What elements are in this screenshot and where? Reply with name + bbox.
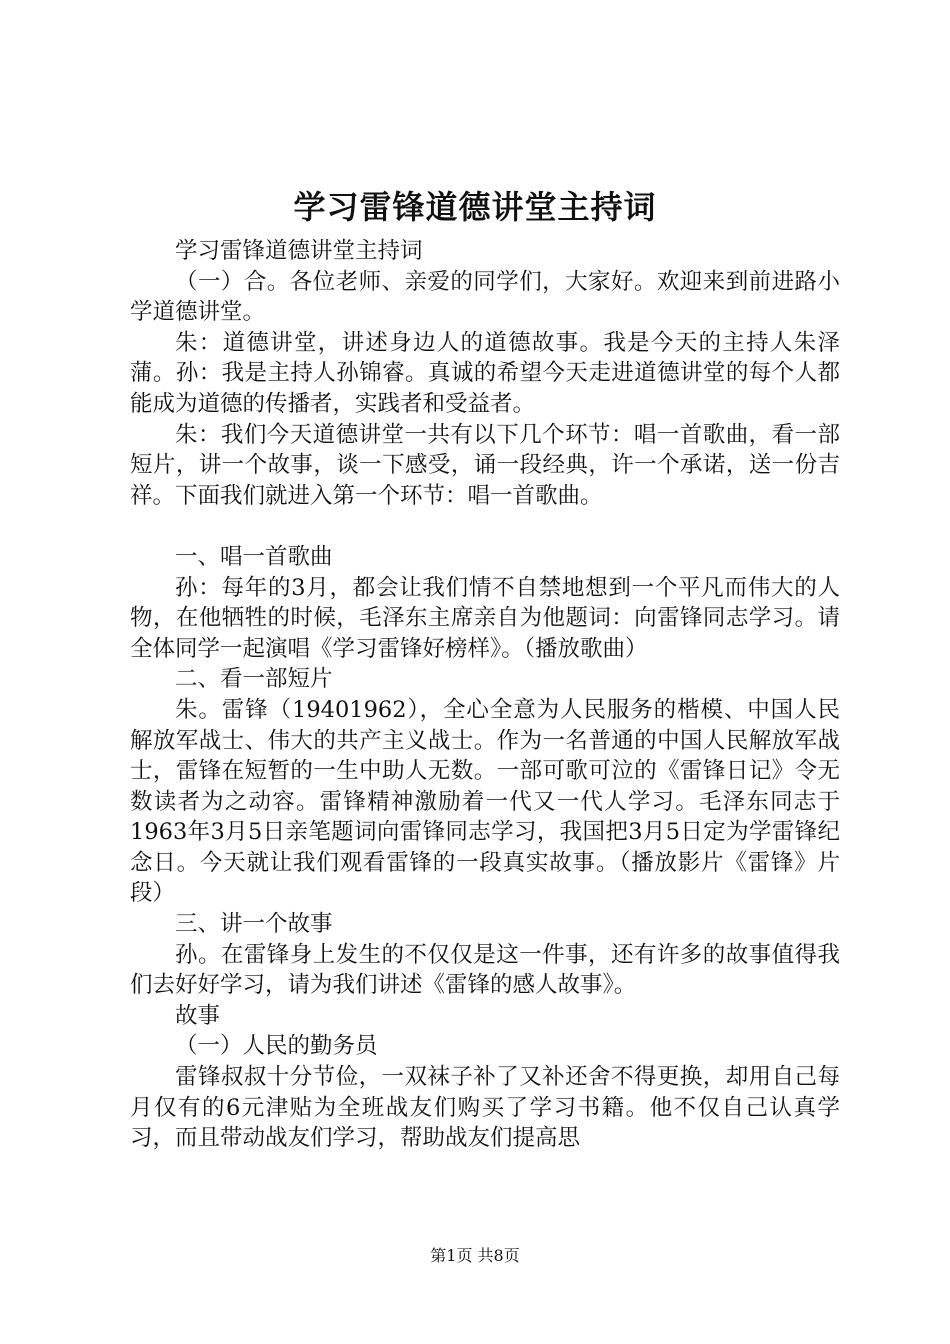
section-heading: 三、讲一个故事	[175, 911, 333, 938]
paragraph: （一）合。各位老师、亲爱的同学们，大家好。欢迎来到前进路小学道德讲堂。	[130, 268, 840, 326]
subheading: （一）人民的勤务员	[175, 1033, 378, 1060]
paragraph: 学习雷锋道德讲堂主持词	[175, 238, 423, 264]
paragraph: 孙：每年的3月，都会让我们情不自禁地想到一个平凡而伟大的人物，在他牺牲的时候，毛泽东主席亲自为他题词：向雷锋同志学习。请全体同学一起演唱《学习雷锋好榜样》。（播放歌曲）	[130, 574, 840, 662]
paragraph: 朱：道德讲堂，讲述身边人的道德故事。我是今天的主持人朱泽蒲。孙：我是主持人孙锦睿。真诚的希望今天走进道德讲堂的每个人都能成为道德的传播者，实践者和受益者。	[130, 329, 840, 417]
section-heading: 一、唱一首歌曲	[175, 543, 333, 570]
paragraph: 朱：我们今天道德讲堂一共有以下几个环节：唱一首歌曲，看一部短片，讲一个故事，谈一下感受，诵一段经典，许一个承诺，送一份吉祥。下面我们就进入第一个环节：唱一首歌曲。	[130, 421, 840, 509]
subheading: 故事	[175, 1002, 221, 1029]
document-title: 学习雷锋道德讲堂主持词	[293, 188, 657, 226]
document-body	[130, 236, 840, 1154]
section-heading: 二、看一部短片	[175, 666, 333, 693]
paragraph: 孙。在雷锋身上发生的不仅仅是这一件事，还有许多的故事值得我们去好好学习，请为我们讲述《雷锋的感人故事》。	[130, 941, 840, 999]
paragraph: 雷锋叔叔十分节俭，一双袜子补了又补还舍不得更换，却用自己每月仅有的6元津贴为全班战友们购买了学习书籍。他不仅自己认真学习，而且带动战友们学习，帮助战友们提高思	[130, 1064, 840, 1152]
page-footer: 第1页 共8页	[430, 1246, 520, 1265]
paragraph: 朱。雷锋（19401962），全心全意为人民服务的楷模、中国人民解放军战士、伟大的共产主义战士。作为一名普通的中国人民解放军战士，雷锋在短暂的一生中助人无数。一部可歌可泣的《雷锋日记》令无数读者为之动容。雷锋精神激励着一代又一代人学习。毛泽东同志于1963年3月5日亲笔题词向雷锋同志学习，我国把3月5日定为学雷锋纪念日。今天就让我们观看雷锋的一段真实故事。（播放影片《雷锋》片段）	[130, 696, 840, 907]
blank-line	[130, 511, 840, 542]
